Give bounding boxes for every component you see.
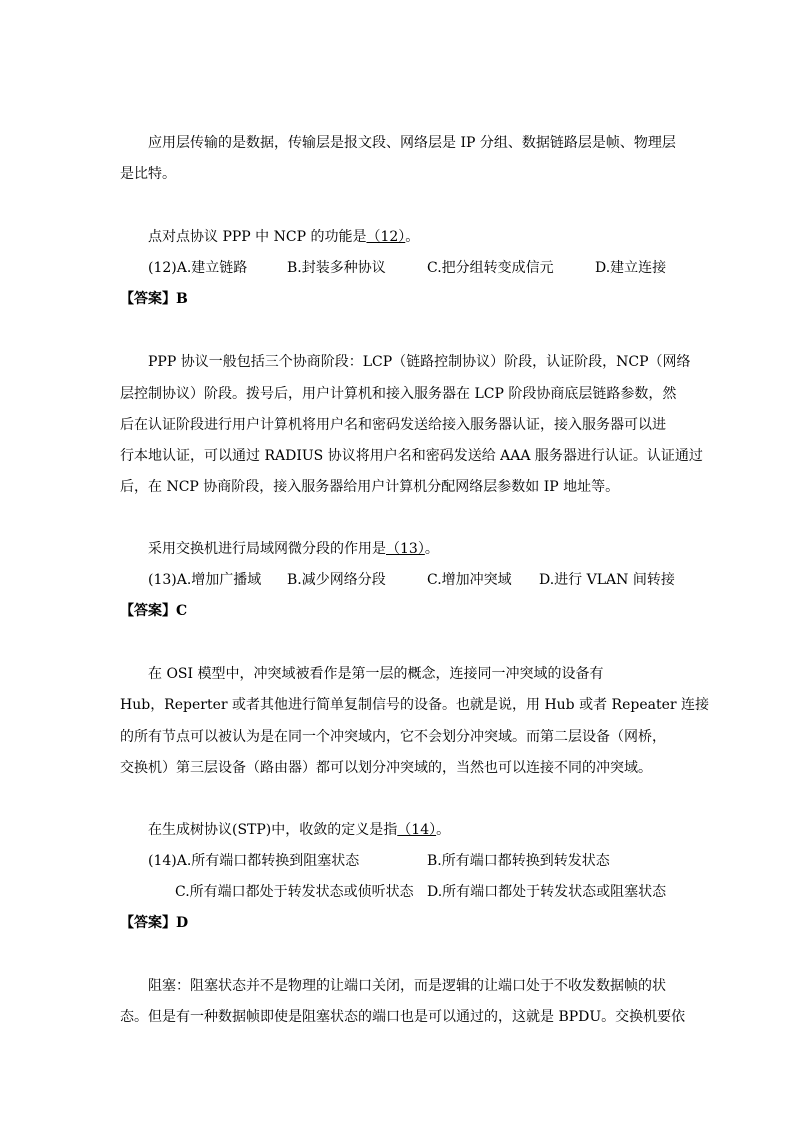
para1-line1: 应用层传输的是数据，传输层是报文段、网络层是 IP 分组、数据链路层是帧、物理层	[148, 135, 676, 151]
q14-answer-label: 【答案】	[120, 915, 176, 931]
para2-line2: 层控制协议）阶段。拨号后，用户计算机和接入服务器在 LCP 阶段协商底层链路参数，然	[120, 386, 677, 402]
q12-answer-value: B	[176, 291, 188, 307]
para3-line3: 的所有节点可以被认为是在同一个冲突域内，它不会划分冲突域。而第二层设备（网桥，	[120, 729, 666, 745]
q14-option-c: C.所有端口都处于转发状态或侦听状态	[175, 884, 414, 900]
q12-option-a: (12)A.建立链路	[148, 260, 248, 276]
q14-stem-suffix: 。	[436, 822, 451, 838]
q12-blank: （12）	[366, 229, 406, 245]
q12-stem	[148, 227, 419, 247]
q13-answer-value: C	[176, 603, 188, 619]
para2-line5: 后，在 NCP 协商阶段，接入服务器给用户计算机分配网络层参数如 IP 地址等。	[120, 479, 620, 495]
q13-option-a: (13)A.增加广播域	[148, 572, 262, 588]
q12-answer-label: 【答案】	[120, 291, 176, 307]
para4-line1: 阻塞：阻塞状态并不是物理的让端口关闭，而是逻辑的让端口处于不收发数据帧的状	[148, 978, 666, 994]
q14-stem	[148, 820, 450, 840]
q12-option-b: B.封装多种协议	[287, 260, 386, 276]
q14-stem-prefix: 在生成树协议(STP)中，收敛的定义是指	[148, 822, 398, 838]
q13-stem-prefix: 采用交换机进行局域网微分段的作用是	[148, 541, 386, 557]
para2-line4: 行本地认证，可以通过 RADIUS 协议将用户名和密码发送给 AAA 服务器进行认证。认证通过	[120, 448, 703, 464]
para1-line2: 是比特。	[120, 166, 176, 182]
q13-stem	[148, 539, 439, 559]
q14-blank: （14）	[397, 822, 437, 838]
q13-option-d: D.进行 VLAN 间转接	[539, 572, 675, 588]
q12-stem-prefix: 点对点协议 PPP 中 NCP 的功能是	[148, 229, 367, 245]
para3-line1: 在 OSI 模型中，冲突域被看作是第一层的概念，连接同一冲突域的设备有	[148, 666, 604, 682]
q12-answer	[120, 289, 188, 309]
q12-option-c: C.把分组转变成信元	[427, 260, 554, 276]
q13-answer	[120, 601, 187, 621]
para2-line1: PPP 协议一般包括三个协商阶段：LCP（链路控制协议）阶段，认证阶段，NCP（网络	[148, 354, 691, 370]
q14-option-a: (14)A.所有端口都转换到阻塞状态	[148, 853, 360, 869]
para3-line2: Hub，Reperter 或者其他进行简单复制信号的设备。也就是说，用 Hub 或者 Repeater 连接	[120, 697, 710, 713]
q13-answer-label: 【答案】	[120, 603, 176, 619]
q14-answer-value: D	[176, 915, 189, 931]
q12-option-d: D.建立连接	[595, 260, 667, 276]
q13-blank: （13）	[386, 541, 425, 557]
q14-option-d: D.所有端口都处于转发状态或阻塞状态	[427, 884, 667, 900]
para4-line2: 态。但是有一种数据帧即使是阻塞状态的端口也是可以通过的，这就是 BPDU。交换机要依	[120, 1009, 686, 1025]
q14-option-b: B.所有端口都转换到转发状态	[427, 853, 610, 869]
q13-option-c: C.增加冲突域	[427, 572, 512, 588]
q13-stem-suffix: 。	[424, 541, 439, 557]
q12-stem-suffix: 。	[405, 229, 420, 245]
para2-line3: 后在认证阶段进行用户计算机将用户名和密码发送给接入服务器认证，接入服务器可以进	[120, 417, 666, 433]
q13-option-b: B.减少网络分段	[287, 572, 386, 588]
q14-answer	[120, 913, 188, 933]
para3-line4: 交换机）第三层设备（路由器）都可以划分冲突域的，当然也可以连接不同的冲突域。	[120, 760, 652, 776]
